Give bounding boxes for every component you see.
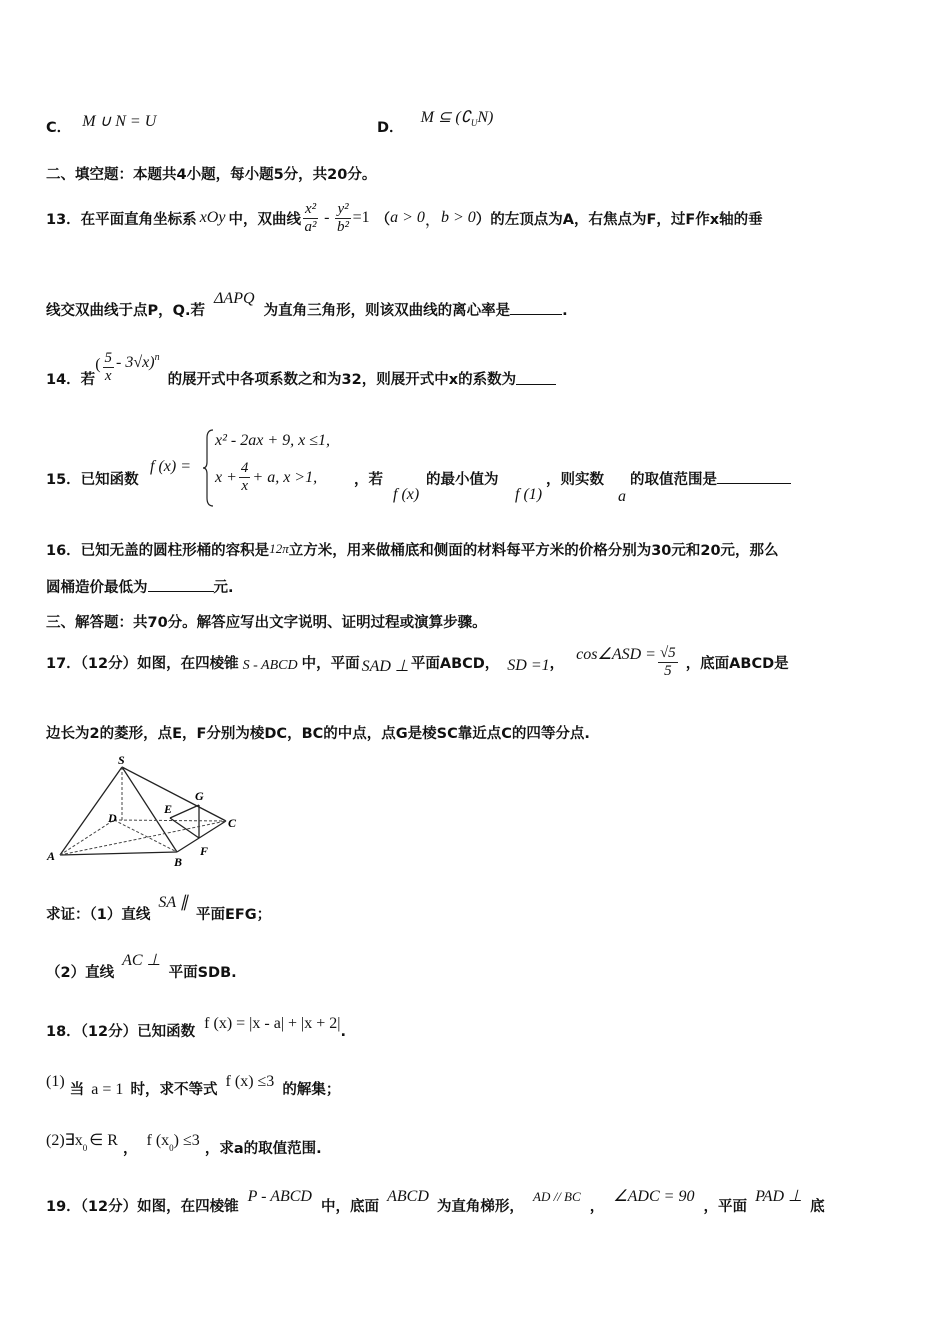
question-18: 18．（12分）已知函数 f (x) = |x - a| + |x + 2|. [46,1015,346,1040]
section-3-heading: 三、解答题：共70分。解答应写出文字说明、证明过程或演算步骤。 [46,615,487,631]
q15-case-1: x² - 2ax + 9, x ≤1, [215,432,331,449]
q17-proof-1: 求证：（1）直线 SA ∥ 平面EFG； [46,894,272,923]
figure-label-a: A [47,849,56,863]
figure-label-c: C [228,816,237,830]
q16-answer-blank [148,579,214,592]
q15-text-3: ，则实数 [546,472,604,488]
q18-part-1: (1) 当 a = 1 时，求不等式 f (x) ≤3 的解集； [46,1073,341,1098]
q15-brace [203,428,215,508]
q14-answer-blank [516,372,556,385]
q15-fx-2: f (x) [393,486,420,503]
q15-text-4: 的取值范围是 [630,468,791,489]
option-c-math: M ∪ N = U [82,113,157,130]
q15-case-2: x + $\frac{4}{x}$ + a, x >1, [215,460,318,494]
option-d-label: D． [377,120,404,136]
figure-label-g: G [195,789,204,803]
q15-answer-blank [717,471,791,484]
figure-label-d: D [108,811,117,825]
question-16-line-1: 16．已知无盖的圆柱形桶的容积是12π立方米，用来做桶底和侧面的材料每平方米的价格分别为30元和20元，那么 [46,541,779,559]
figure-label-f: F [200,844,209,858]
q17-proof-2: （2）直线 AC ⊥ 平面SDB. [46,952,237,981]
question-16-line-2: 圆桶造价最低为 元. [46,580,234,596]
question-13-line-2: 线交双曲线于点P，Q.若 ΔAPQ 为直角三角形，则该双曲线的离心率是 . [46,290,568,319]
option-d [377,109,494,138]
question-14: 14．若 ( $\frac{5}{x}$ - 3√x) n 的展开式中各项系数之和为32，则展开式中x的系数为 [46,348,556,392]
q17-pyramid-figure [44,752,244,870]
figure-label-e: E [164,802,173,816]
q13-answer-blank [510,302,562,315]
figure-label-b: B [174,855,183,869]
q15-a: a [618,488,626,505]
option-d-math: M ⊆ $(∁_UN)$ [420,109,494,129]
q15-text-2: 的最小值为 [426,472,499,488]
question-15-label: 15．已知函数 [46,472,139,488]
question-19: 19．（12分）如图，在四棱锥 P - ABCD 中，底面 ABCD 为直角梯形， AD // BC ， ∠ADC = 90 ，平面 PAD ⊥ 底 [46,1188,825,1215]
q15-fx: f (x) = [150,458,191,475]
figure-label-s: S [118,753,125,767]
q15-f1: f (1) [515,486,543,503]
q15-text-1: ，若 [354,472,383,488]
q13-frac-x: $\frac{\text{x²}}{\text{a²}}$ [304,200,317,235]
q13-frac-y: $\frac{\text{y²}}{\text{b²}}$ [337,200,350,235]
question-13-line-1: 13．在平面直角坐标系 xOy 中，双曲线 $\frac{\text{x²}}{\text{a²}}$ - $\frac{\text{y²}}{\text{b²}}$ =1 （ a > 0 ， b > 0 ） 的左顶点为A，右焦点为F，过F作x轴的垂 [46,200,763,235]
q18-part-2: $(2)\exists x_0$ ∈ R ， f $(x_0) \le 3$ ，求a的取值范围. [46,1132,322,1157]
option-c-label: C． [46,120,72,136]
section-2-heading: 二、填空题：本题共4小题，每小题5分，共20分。 [46,167,377,183]
question-17-line-2: 边长为2的菱形，点E，F分别为棱DC，BC的中点，点G是棱SC靠近点C的四等分点. [46,726,590,742]
question-17-line-1: 17．（12分）如图，在四棱锥 S - ABCD 中，平面 SAD ⊥ 平面ABCD， SD =1 ， cos∠ASD = $\frac{√5}{5}$ ，底面ABCD是 [46,644,789,679]
option-c [46,113,157,137]
